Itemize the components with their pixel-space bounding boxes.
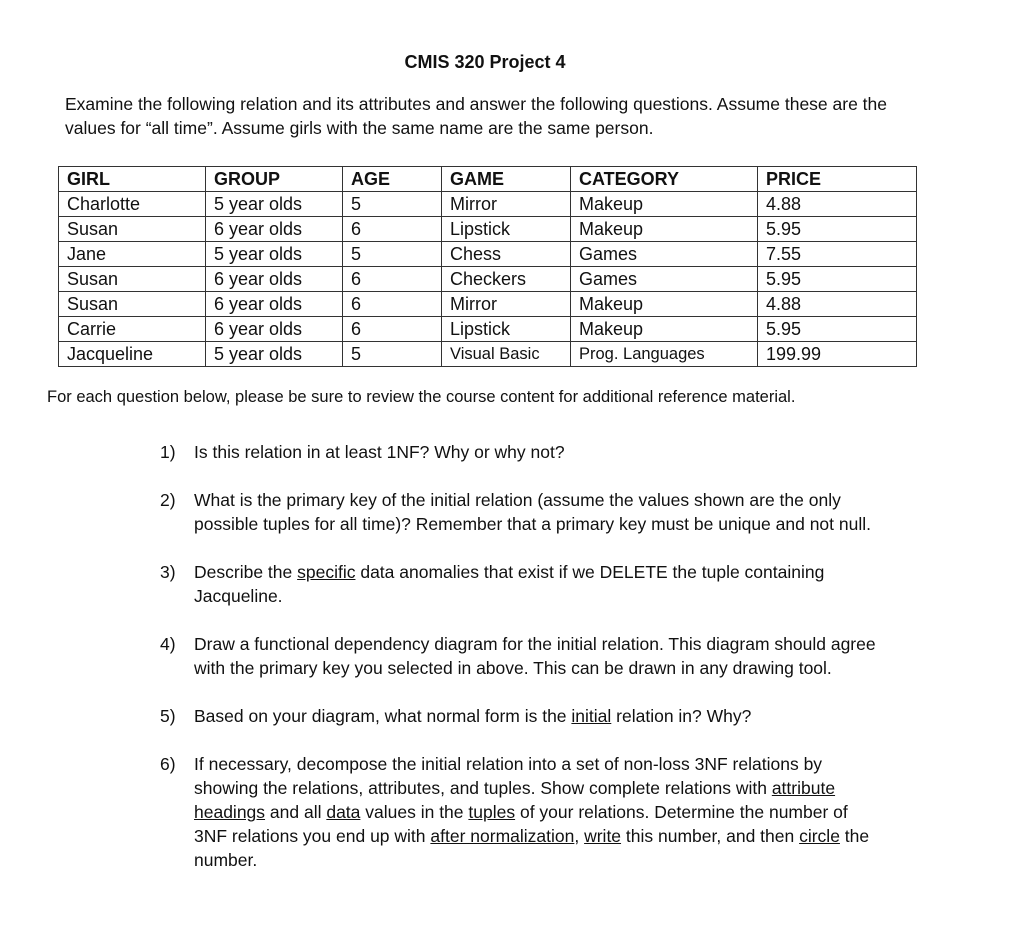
cell-girl: Susan: [59, 292, 206, 317]
cell-category: Games: [571, 267, 758, 292]
question-list: [160, 440, 880, 896]
question-text-fragment: this number, and then: [621, 826, 800, 846]
underlined-text: tuples: [468, 802, 516, 822]
question-text-fragment: ,: [574, 826, 585, 846]
cell-price: 199.99: [758, 342, 917, 367]
question-text-fragment: If necessary, decompose the initial relation into a set of non-loss 3NF relations by showing the relations, attributes, and tuples. Show complete relations with: [194, 754, 823, 798]
cell-game: Checkers: [442, 267, 571, 292]
cell-category: Makeup: [571, 192, 758, 217]
cell-group: 6 year olds: [206, 267, 343, 292]
cell-price: 5.95: [758, 317, 917, 342]
cell-game: Visual Basic: [442, 342, 571, 367]
instruction-note: For each question below, please be sure to review the course content for additional reference material.: [47, 388, 796, 406]
cell-category: Makeup: [571, 217, 758, 242]
underlined-text: after normalization: [430, 826, 575, 846]
cell-price: 4.88: [758, 192, 917, 217]
cell-group: 6 year olds: [206, 317, 343, 342]
table-header-row: [59, 167, 917, 192]
header-category: CATEGORY: [571, 167, 758, 192]
question-item: [160, 752, 880, 872]
cell-game: Lipstick: [442, 317, 571, 342]
cell-girl: Carrie: [59, 317, 206, 342]
question-item: [160, 632, 880, 680]
underlined-text: attribute headings: [194, 778, 836, 822]
cell-category: Prog. Languages: [571, 342, 758, 367]
table-row: [59, 217, 917, 242]
table-row: [59, 242, 917, 267]
question-text-fragment: and all: [265, 802, 327, 822]
table-row: [59, 192, 917, 217]
question-text: [194, 752, 880, 872]
header-group: GROUP: [206, 167, 343, 192]
question-text: [194, 632, 880, 680]
question-text-fragment: Describe the: [194, 562, 298, 582]
cell-age: 6: [343, 267, 442, 292]
question-text-fragment: relation in? Why?: [611, 706, 752, 726]
question-text: [194, 488, 880, 536]
cell-girl: Jacqueline: [59, 342, 206, 367]
relation-table: [58, 166, 917, 367]
underlined-text: write: [584, 826, 622, 846]
cell-girl: Charlotte: [59, 192, 206, 217]
cell-game: Lipstick: [442, 217, 571, 242]
question-text-fragment: What is the primary key of the initial relation (assume the values shown are the only possible tuples for all time)? Remember that a primary key must be unique and not null.: [194, 490, 871, 534]
intro-paragraph: Examine the following relation and its attributes and answer the following questions. Assume these are the values for “all time”. Assume girls with the same name are the same person.: [65, 94, 888, 138]
question-text: [194, 560, 880, 608]
table-row: [59, 342, 917, 367]
cell-price: 5.95: [758, 217, 917, 242]
cell-group: 5 year olds: [206, 242, 343, 267]
question-number: 2): [160, 490, 176, 510]
cell-game: Mirror: [442, 292, 571, 317]
question-text-fragment: Draw a functional dependency diagram for the initial relation. This diagram should agree with the primary key you selected in above. This can be drawn in any drawing tool.: [194, 634, 876, 678]
question-text-fragment: the number.: [194, 826, 870, 870]
cell-group: 5 year olds: [206, 192, 343, 217]
question-text-fragment: Based on your diagram, what normal form is the: [194, 706, 572, 726]
question-number: 4): [160, 634, 176, 654]
cell-game: Mirror: [442, 192, 571, 217]
header-price: PRICE: [758, 167, 917, 192]
table-row: [59, 292, 917, 317]
cell-age: 6: [343, 317, 442, 342]
question-text: [194, 440, 880, 464]
question-text: [194, 704, 880, 728]
question-number: 5): [160, 706, 176, 726]
cell-category: Makeup: [571, 292, 758, 317]
cell-age: 5: [343, 342, 442, 367]
table-row: [59, 317, 917, 342]
cell-girl: Jane: [59, 242, 206, 267]
header-girl: GIRL: [59, 167, 206, 192]
cell-price: 4.88: [758, 292, 917, 317]
cell-age: 6: [343, 217, 442, 242]
question-number: 1): [160, 442, 176, 462]
underlined-text: initial: [571, 706, 612, 726]
cell-girl: Susan: [59, 217, 206, 242]
cell-group: 6 year olds: [206, 217, 343, 242]
question-number: 3): [160, 562, 176, 582]
question-item: [160, 704, 880, 728]
cell-age: 6: [343, 292, 442, 317]
question-item: [160, 488, 880, 536]
table-row: [59, 267, 917, 292]
cell-price: 5.95: [758, 267, 917, 292]
question-text-fragment: of your relations. Determine the number of 3NF relations you end up with: [194, 802, 848, 846]
cell-game: Chess: [442, 242, 571, 267]
question-item: [160, 440, 880, 464]
question-item: [160, 560, 880, 608]
underlined-text: data: [326, 802, 361, 822]
question-text-fragment: Is this relation in at least 1NF? Why or why not?: [194, 442, 565, 462]
cell-girl: Susan: [59, 267, 206, 292]
cell-category: Games: [571, 242, 758, 267]
underlined-text: circle: [799, 826, 840, 846]
question-text-fragment: values in the: [360, 802, 469, 822]
question-number: 6): [160, 754, 176, 774]
underlined-text: specific: [297, 562, 356, 582]
document-title: CMIS 320 Project 4: [404, 52, 566, 72]
cell-age: 5: [343, 192, 442, 217]
cell-group: 6 year olds: [206, 292, 343, 317]
table-body: [59, 192, 917, 367]
cell-group: 5 year olds: [206, 342, 343, 367]
header-age: AGE: [343, 167, 442, 192]
cell-price: 7.55: [758, 242, 917, 267]
question-text-fragment: data anomalies that exist if we DELETE the tuple containing Jacqueline.: [194, 562, 825, 606]
cell-category: Makeup: [571, 317, 758, 342]
header-game: GAME: [442, 167, 571, 192]
cell-age: 5: [343, 242, 442, 267]
